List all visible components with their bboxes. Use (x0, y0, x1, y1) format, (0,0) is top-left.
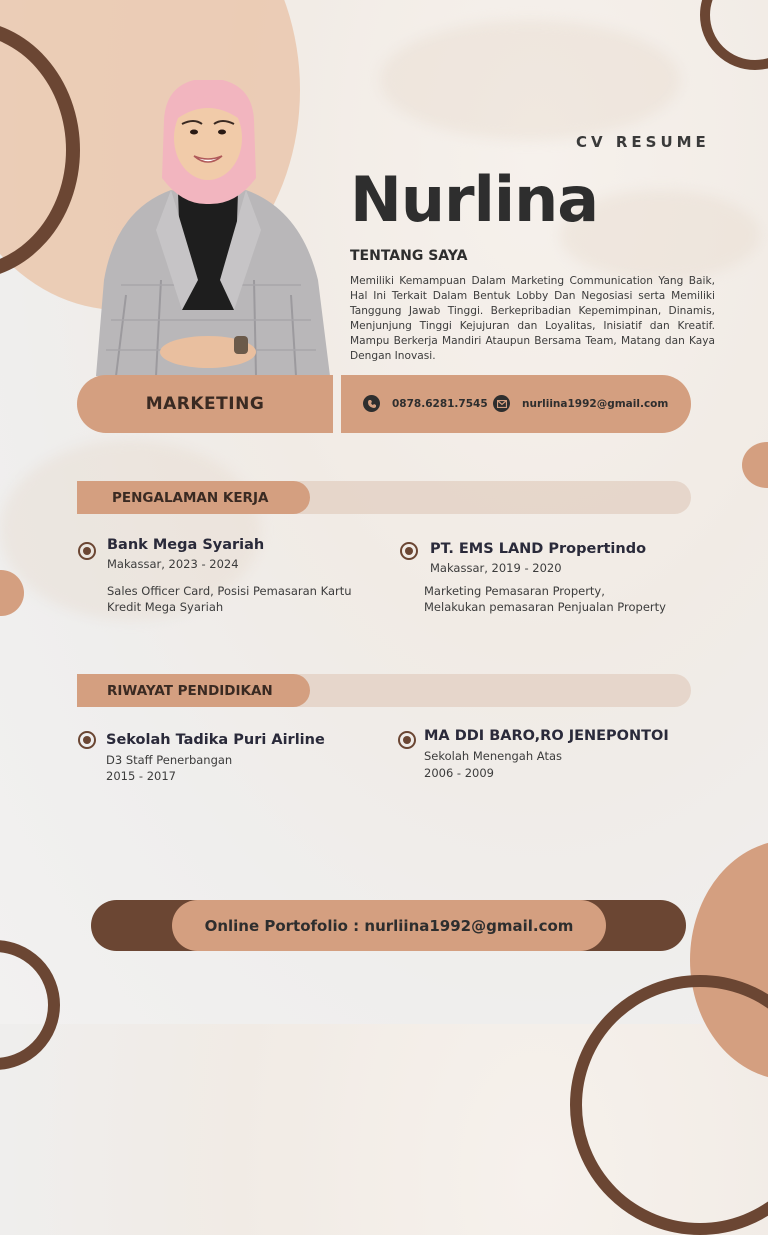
email-contact[interactable] (493, 395, 668, 412)
profile-photo (86, 80, 330, 376)
portfolio-text: Online Portofolio : nurliina1992@gmail.com (204, 916, 574, 935)
decor-ring-bottom-left (0, 940, 60, 1070)
experience-section-bar (77, 481, 691, 514)
about-text: Memiliki Kemampuan Dalam Marketing Communication Yang Baik, Hal Ini Terkait Dalam Bentuk Lobby Dan Negosiasi serta Memiliki Tanggung Jawab Tinggi. Berkepribadian Kepemimpinan, Dinamis, Menjunjung Tinggi Kejujuran dan Loyalitas, Inisiatif dan Kreatif. Mampu Berkerja Mandiri Ataupun Bersama Team, Matang dan Kaya Dengan Inovasi. (350, 275, 715, 362)
bullet-icon (400, 542, 418, 560)
phone-icon (363, 395, 380, 412)
decor-ring-bottom-right (570, 975, 768, 1235)
decor-dot-right (742, 442, 768, 488)
education-school: Sekolah Tadika Puri Airline (106, 732, 325, 748)
education-title: RIWAYAT PENDIDIKAN (107, 682, 273, 699)
education-years: 2015 - 2017 (106, 769, 176, 783)
education-school: MA DDI BARO,RO JENEPONTOI (424, 728, 669, 744)
contact-box (341, 375, 691, 433)
experience-desc-line: Marketing Pemasaran Property, (424, 584, 605, 598)
role-label: MARKETING (145, 394, 265, 414)
portfolio-link[interactable] (172, 900, 606, 951)
education-years: 2006 - 2009 (424, 766, 494, 780)
experience-company: Bank Mega Syariah (107, 537, 265, 553)
decor-ring-right (700, 0, 768, 70)
experience-period: Makassar, 2019 - 2020 (430, 561, 562, 575)
education-level: D3 Staff Penerbangan (106, 753, 233, 767)
phone-number: 0878.6281.7545 (392, 397, 488, 410)
experience-section-tab (77, 481, 310, 514)
experience-desc-line: Melakukan pemasaran Penjualan Property (424, 600, 666, 614)
mail-icon (493, 395, 510, 412)
about-title: TENTANG SAYA (350, 248, 468, 264)
education-section-bar (77, 674, 691, 707)
phone-contact[interactable] (363, 395, 488, 412)
experience-desc-line: Kredit Mega Syariah (107, 600, 224, 614)
floral-background (380, 20, 680, 140)
role-box (77, 375, 333, 433)
experience-desc-line: Sales Officer Card, Posisi Pemasaran Kartu (107, 584, 352, 598)
email-address: nurliina1992@gmail.com (522, 397, 669, 410)
bullet-icon (78, 542, 96, 560)
education-section-tab (77, 674, 310, 707)
cv-resume-label: CV RESUME (576, 133, 710, 151)
experience-title: PENGALAMAN KERJA (112, 489, 269, 506)
person-name: Nurlina (350, 163, 599, 236)
experience-period: Makassar, 2023 - 2024 (107, 557, 239, 571)
experience-company: PT. EMS LAND Propertindo (430, 541, 647, 557)
bullet-icon (398, 731, 416, 749)
education-level: Sekolah Menengah Atas (424, 749, 562, 763)
bullet-icon (78, 731, 96, 749)
